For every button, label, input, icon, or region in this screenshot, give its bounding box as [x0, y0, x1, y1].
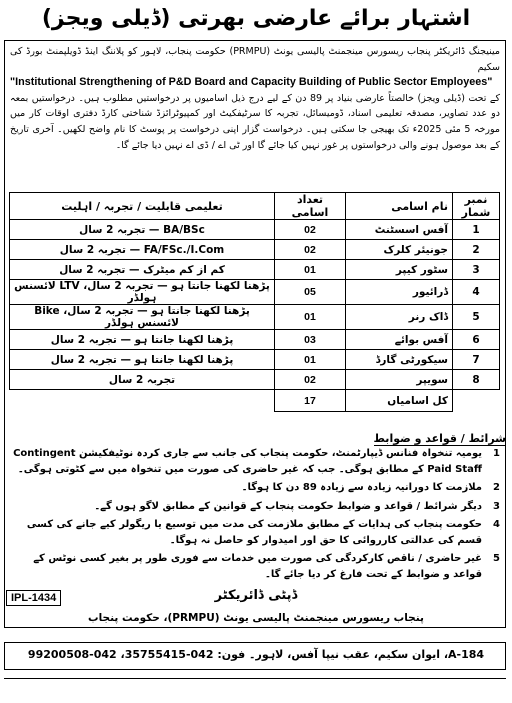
row-count: 03	[275, 330, 346, 350]
row-serial: 3	[453, 260, 500, 280]
total-label: کل اسامیاں	[346, 390, 453, 412]
term-number: 1	[493, 448, 500, 459]
row-serial: 1	[453, 220, 500, 240]
row-qualification: کم از کم میٹرک — تجربہ 2 سال	[10, 260, 275, 280]
signatory-title: ڈپٹی ڈائریکٹر	[214, 588, 298, 603]
term-item	[10, 499, 500, 515]
table-row	[10, 330, 500, 350]
row-post-name: ڈاک رنر	[346, 305, 453, 330]
term-number: 5	[493, 553, 500, 564]
row-post-name: سیکورٹی گارڈ	[346, 350, 453, 370]
total-count: 17	[275, 390, 346, 412]
row-qualification: تجربہ 2 سال	[10, 370, 275, 390]
term-text: حکومت پنجاب کی ہدایات کے مطابق ملازمت کی مدت میں توسیع یا ریگولر کیے جانے کی کسی قسم کی عدالتی کارروائی کا حق اور امیدوار کو حاصل نہ ہوگا۔	[26, 519, 482, 546]
table-row	[10, 260, 500, 280]
table-row	[10, 370, 500, 390]
ipl-code: IPL-1434	[6, 590, 61, 606]
term-item	[10, 480, 500, 496]
header-post-name: نام اسامی	[346, 193, 453, 220]
row-serial: 8	[453, 370, 500, 390]
row-post-name: سویپر	[346, 370, 453, 390]
intro-line-2: کے تحت (ڈیلی ویجز) خالصتاً عارضی بنیاد پر 89 دن کے لیے درج ذیل اسامیوں پر درخواستیں مطلوب ہیں۔ درخواستیں بمعہ دو عدد تصاویر، مصدقہ تعلیمی اسناد، ڈومیسائل، تجربہ کا سرٹیفکیٹ اور کمپیوٹرائزڈ شناختی کارڈ دفتری اوقات کار میں مورخہ 5 مئی 2025ء تک بھیجی جا سکتی ہیں۔ درخواست گزار اپنی درخواست پر پوسٹ کا نام واضح لکھیں۔ آخری تاریخ کے بعد موصول ہونے والی درخواستوں پر غور نہیں کیا جائے گا اور ٹی اے / ڈی اے نہیں دیا جائے گا۔	[10, 92, 500, 151]
row-qualification: FA/FSc./I.Com — تجربہ 2 سال	[10, 240, 275, 260]
row-qualification: پڑھنا لکھنا جانتا ہو — تجربہ 2 سال، LTV لائسنس ہولڈر	[10, 280, 275, 305]
table-header-row	[10, 193, 500, 220]
table-row	[10, 350, 500, 370]
scheme-name: "Institutional Strengthening of P&D Board and Capacity Building of Public Sector Employees"	[10, 76, 493, 89]
term-text: یومیہ تنخواہ فنانس ڈیپارٹمنٹ، حکومت پنجاب کی جانب سے جاری کردہ نوٹیفکیشن Contingent Paid Staff کے مطابق ہوگی۔ جب کہ غیر حاضری کی صورت میں تنخواہ میں سے کٹوتی ہوگی۔	[13, 448, 482, 475]
term-item	[10, 517, 500, 548]
row-serial: 2	[453, 240, 500, 260]
total-blank-cell	[453, 390, 500, 412]
term-text: ملازمت کا دورانیہ زیادہ سے زیادہ 89 دن کا ہوگا۔	[241, 482, 482, 493]
bottom-divider	[4, 678, 506, 679]
row-qualification: پڑھنا لکھنا جانتا ہو — تجربہ 2 سال	[10, 330, 275, 350]
term-item	[10, 446, 500, 477]
table-row	[10, 280, 500, 305]
row-post-name: آفس اسسٹنٹ	[346, 220, 453, 240]
row-post-name: ڈرائیور	[346, 280, 453, 305]
intro-paragraph	[10, 44, 500, 153]
row-post-name: جونیئر کلرک	[346, 240, 453, 260]
terms-heading: شرائط / قواعد و ضوابط	[373, 432, 506, 445]
row-count: 02	[275, 220, 346, 240]
row-qualification: BA/BSc — تجربہ 2 سال	[10, 220, 275, 240]
table-row	[10, 240, 500, 260]
table-row	[10, 305, 500, 330]
ad-title: اشتہار برائے عارضی بھرتی (ڈیلی ویجز)	[41, 6, 471, 31]
row-serial: 4	[453, 280, 500, 305]
row-post-name: آفس بوائے	[346, 330, 453, 350]
row-count: 01	[275, 350, 346, 370]
contact-address: 184-A، ایوان سکیم، عقب نیپا آفس، لاہور۔ فون: 042-35755415، 042-99200508	[27, 648, 485, 661]
row-count: 01	[275, 305, 346, 330]
total-row	[10, 390, 500, 412]
header-count: تعداد اسامی	[275, 193, 346, 220]
row-count: 05	[275, 280, 346, 305]
posts-table	[9, 192, 500, 412]
terms-list	[10, 446, 500, 585]
row-serial: 7	[453, 350, 500, 370]
header-qualification: تعلیمی قابلیت / تجربہ / اہلیت	[10, 193, 275, 220]
header-serial: نمبر شمار	[453, 193, 500, 220]
total-blank-cell	[10, 390, 275, 412]
term-number: 2	[493, 482, 500, 493]
table-row	[10, 220, 500, 240]
term-number: 3	[493, 500, 500, 512]
row-count: 02	[275, 370, 346, 390]
department-name: پنجاب ریسورس مینجمنٹ پالیسی یونٹ (PRMPU)، حکومت پنجاب	[88, 612, 424, 624]
row-post-name: سٹور کیپر	[346, 260, 453, 280]
term-text: غیر حاضری / ناقص کارکردگی کی صورت میں خدمات سے فوری طور پر بغیر کسی نوٹس کے قواعد و ضوابط کے تحت فارغ کر دیا جائے گا۔	[33, 553, 482, 580]
term-text: دیگر شرائط / قواعد و ضوابط حکومت پنجاب کے قوانین کے مطابق لاگو ہوں گے۔	[94, 500, 482, 512]
row-count: 01	[275, 260, 346, 280]
row-serial: 6	[453, 330, 500, 350]
row-count: 02	[275, 240, 346, 260]
row-serial: 5	[453, 305, 500, 330]
term-number: 4	[493, 519, 500, 530]
intro-line-1: مینیجنگ ڈائریکٹر پنجاب ریسورس مینجمنٹ پالیسی یونٹ (PRMPU) حکومت پنجاب، لاہور کو پلاننگ اینڈ ڈویلپمنٹ بورڈ کی سکیم	[10, 46, 500, 73]
row-qualification: پڑھنا لکھنا جانتا ہو — تجربہ 2 سال	[10, 350, 275, 370]
row-qualification: پڑھنا لکھنا جانتا ہو — تجربہ 2 سال، Bike لائسنس ہولڈر	[10, 305, 275, 330]
term-item	[10, 551, 500, 582]
